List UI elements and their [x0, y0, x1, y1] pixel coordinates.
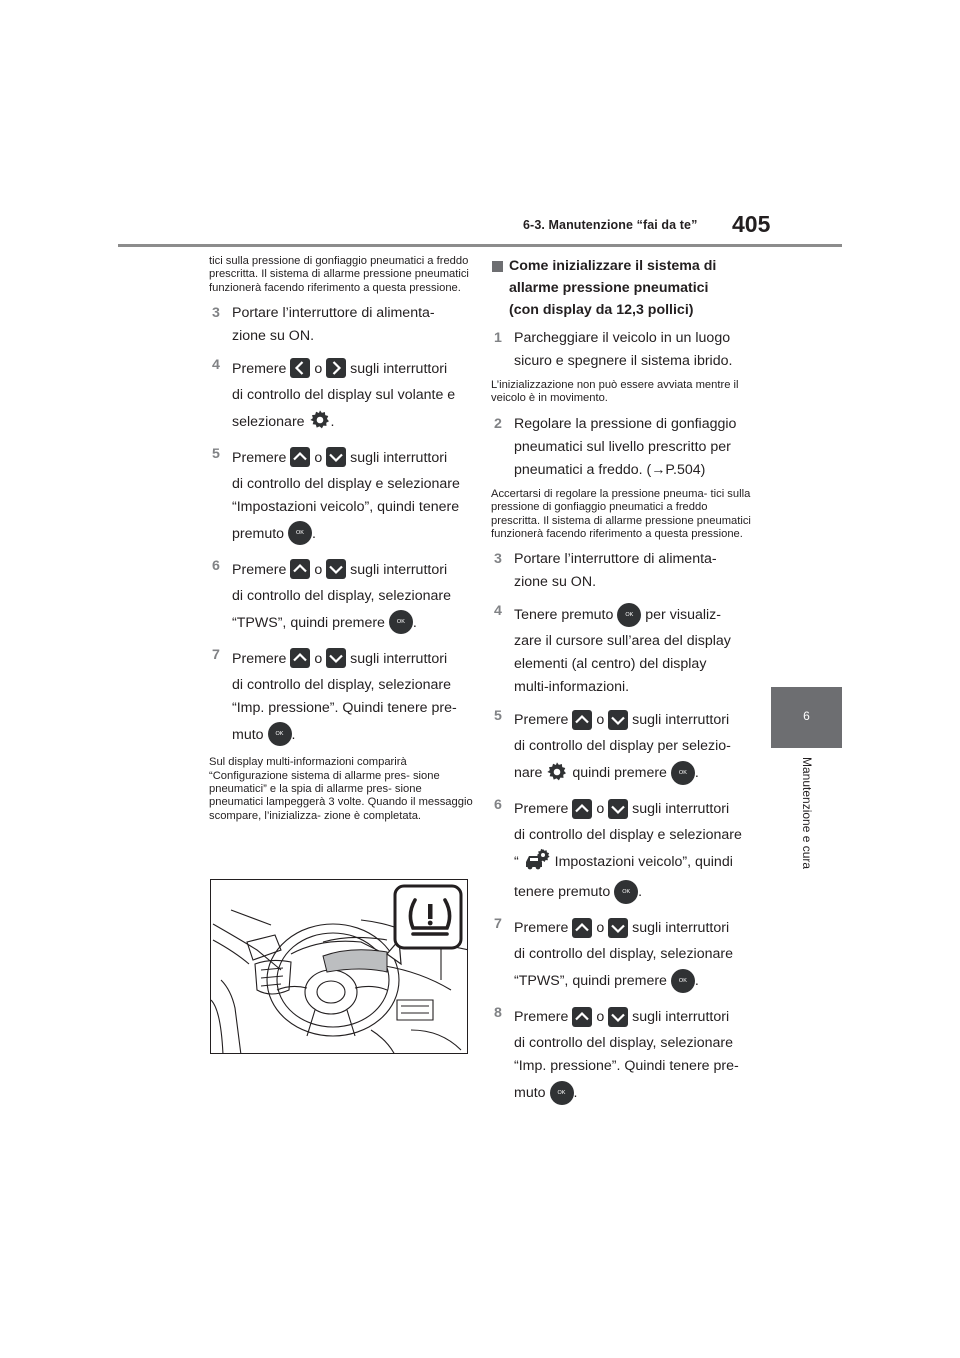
step-text: “Impostazioni veicolo”, quindi tenere: [232, 499, 460, 516]
step-text-part: sugli interruttori: [350, 361, 448, 378]
step-text: sicuro e spegnere il sistema ibrido.: [514, 353, 733, 369]
step-text-part: .: [694, 973, 699, 990]
step-text-part: o: [314, 450, 323, 467]
step-text-part: muto: [514, 1085, 546, 1102]
step-number: 2: [494, 415, 502, 432]
step-text-part: o: [596, 1009, 605, 1026]
step-text: [232, 443, 473, 473]
ok-button-icon: OK: [671, 969, 695, 993]
step-text: [514, 877, 755, 907]
section-title: 6-3. Manutenzione “fai da te”: [523, 218, 698, 232]
step-text: di controllo del display, selezionare: [514, 1035, 733, 1052]
step-number: 4: [212, 357, 220, 374]
page-number: 405: [732, 211, 771, 237]
step-text: Regolare la pressione di gonfiaggio: [514, 415, 737, 432]
chevron-down-icon: [608, 710, 628, 730]
step-text-part: Premere: [514, 1009, 569, 1026]
chevron-right-icon: [326, 358, 346, 378]
step-text: multi-informazioni.: [514, 679, 630, 696]
step-text-part: sugli interruttori: [350, 651, 448, 668]
step-text-part: .: [312, 526, 316, 543]
chevron-up-icon: [572, 1007, 592, 1027]
ok-button-icon: OK: [614, 880, 638, 904]
step-text: “Imp. pressione”. Quindi tenere pre-: [514, 1058, 739, 1075]
ok-button-icon: OK: [268, 722, 292, 746]
ok-button-icon: OK: [389, 610, 413, 634]
step-text-part: o: [314, 361, 323, 378]
step-1: [491, 327, 755, 373]
step-text: [232, 519, 473, 549]
step-3: [491, 548, 755, 594]
step-text-part: sugli interruttori: [350, 562, 448, 579]
step-text: [232, 720, 473, 750]
step-text: [232, 407, 473, 437]
step-text-part: sugli interruttori: [350, 450, 448, 467]
chevron-down-icon: [326, 447, 346, 467]
step-text-part: sugli interruttori: [632, 920, 730, 937]
step-text-part: Tenere premuto: [514, 607, 614, 624]
chevron-down-icon: [608, 799, 628, 819]
step-number: 5: [212, 446, 220, 463]
step-text: di controllo del display, selezionare: [514, 946, 733, 963]
step-text: Portare l’interruttore di alimenta-: [232, 305, 435, 322]
step-8: [491, 1002, 755, 1108]
completion-note: Sul display multi-informazioni comparirà “Configurazione sistema di allarme pres- sione pneumatici” e la spia di allarme pres- sione pneumatici lampeggerà 3 volte. Quando il messaggio scompare, l’inizializza- zione è completata.: [209, 756, 473, 822]
step-text-part: Premere: [232, 361, 287, 378]
step-text-part: o: [314, 651, 323, 668]
step-text-part: .: [573, 1085, 578, 1102]
step-text-part: o: [596, 801, 605, 818]
ok-button-icon: OK: [617, 603, 641, 627]
step-text-part: premuto: [232, 526, 285, 543]
step-text-part: .: [638, 884, 643, 901]
step-text-part: sugli interruttori: [632, 1009, 730, 1026]
step-number: 3: [494, 551, 502, 568]
step-text: zare il cursore sull’area del display: [514, 633, 731, 650]
step-number: 6: [494, 797, 502, 814]
chevron-up-icon: [290, 447, 310, 467]
step-6: [491, 794, 755, 907]
chevron-down-icon: [326, 648, 346, 668]
chevron-down-icon: [326, 559, 346, 579]
step-text: [514, 794, 755, 824]
step-text-part: tenere premuto: [514, 884, 611, 901]
step-text: [514, 1002, 755, 1032]
chevron-down-icon: [608, 1007, 628, 1027]
intro-paragraph: tici sulla pressione di gonfiaggio pneumatici a freddo prescritta. Il sistema di allarme pressione pneumatici funzionerà facendo riferimento a questa pressione.: [209, 255, 469, 294]
step-text: zione su ON.: [232, 328, 315, 345]
step-text: di controllo del display per selezio-: [514, 738, 731, 755]
step-text-part: muto: [232, 727, 264, 744]
step-text: pneumatici sul livello prescritto per: [514, 438, 731, 455]
step-text: “Imp. pressione”. Quindi tenere pre-: [232, 700, 457, 717]
step-text-part: quindi premere: [572, 765, 667, 782]
heading-line: Come inizializzare il sistema di: [509, 258, 717, 274]
step-text-part: per visualiz-: [645, 607, 721, 624]
step-text: [232, 644, 473, 674]
chevron-up-icon: [290, 648, 310, 668]
steering-wheel-illustration: [210, 879, 468, 1054]
chevron-left-icon: [290, 358, 310, 378]
step-text: [514, 913, 755, 943]
bullet-square: [492, 261, 503, 272]
step-number: 7: [494, 916, 502, 933]
step-number: 7: [212, 647, 220, 664]
step-7: [209, 644, 473, 750]
step-text: [232, 354, 473, 384]
chevron-up-icon: [290, 559, 310, 579]
step-3: [209, 302, 473, 348]
step-text-part: .: [694, 765, 699, 782]
chevron-up-icon: [572, 918, 592, 938]
gear-icon: [309, 409, 331, 431]
chevron-down-icon: [608, 918, 628, 938]
header-divider: [118, 244, 842, 247]
note-paragraph: Accertarsi di regolare la pressione pneuma- tici sulla pressione di gonfiaggio pneumatici a freddo prescritta. Il sistema di allarme pressione pneumatici funzionerà facendo riferimento a questa pressione.: [491, 487, 751, 541]
step-text-part: o: [314, 562, 323, 579]
note-paragraph: L’inizializzazione non può essere avviata mentre il veicolo è in movimento.: [491, 379, 739, 405]
step-4: [491, 600, 755, 699]
step-text-part: sugli interruttori: [632, 712, 730, 729]
tire-pressure-warning-icon: [405, 894, 455, 940]
step-text: Portare l’interruttore di alimenta-: [514, 551, 717, 568]
left-column: [209, 255, 473, 830]
chapter-tab: 6: [771, 687, 842, 748]
step-text-part: sugli interruttori: [632, 801, 730, 818]
step-text: [232, 555, 473, 585]
step-text-part: Premere: [232, 651, 287, 668]
step-5: [209, 443, 473, 549]
right-column: [491, 255, 755, 1114]
step-text: [514, 600, 755, 630]
step-text-part: .: [291, 727, 296, 744]
step-text: di controllo del display, selezionare: [232, 588, 451, 605]
step-text: [514, 847, 755, 877]
ok-button-icon: OK: [671, 761, 695, 785]
vehicle-settings-icon: [523, 847, 551, 873]
step-4: [209, 354, 473, 437]
step-text: di controllo del display, selezionare: [232, 677, 451, 694]
step-number: 5: [494, 708, 502, 725]
step-text-part: .: [330, 414, 335, 431]
step-6: [209, 555, 473, 638]
ok-button-icon: OK: [550, 1081, 574, 1105]
step-text-part: “TPWS”, quindi premere: [514, 973, 667, 990]
chapter-title: Manutenzione e cura: [800, 757, 814, 870]
step-5: [491, 705, 755, 788]
ok-button-icon: OK: [288, 521, 312, 545]
step-text-part: o: [596, 920, 605, 937]
step-text-part: .: [412, 615, 417, 632]
step-text: [514, 758, 755, 788]
step-text-part: nare: [514, 765, 543, 782]
chevron-up-icon: [572, 710, 592, 730]
step-text-part: Premere: [514, 712, 569, 729]
step-number: 3: [212, 305, 220, 322]
step-text: [232, 608, 473, 638]
step-text: [514, 1078, 755, 1108]
step-7: [491, 913, 755, 996]
step-text: di controllo del display e selezionare: [232, 476, 460, 493]
step-text-part: Premere: [232, 450, 287, 467]
step-number: 8: [494, 1005, 502, 1022]
step-text: di controllo del display sul volante e: [232, 387, 456, 404]
step-number: 6: [212, 558, 220, 575]
step-text: [514, 705, 755, 735]
gear-icon: [546, 761, 568, 783]
heading-line: allarme pressione pneumatici: [509, 280, 709, 296]
step-text-part: Premere: [514, 801, 569, 818]
step-text: [514, 966, 755, 996]
step-text: elementi (al centro) del display: [514, 656, 707, 673]
step-text-part: Impostazioni veicolo”, quindi: [554, 854, 733, 871]
heading-line: (con display da 12,3 pollici): [509, 302, 694, 318]
step-number: 4: [494, 603, 502, 620]
chevron-up-icon: [572, 799, 592, 819]
step-text-part: “: [514, 854, 519, 871]
step-text-part: “TPWS”, quindi premere: [232, 615, 385, 632]
step-2: [491, 413, 755, 482]
step-text: di controllo del display e selezionare: [514, 827, 742, 844]
step-text-part: Premere: [232, 562, 287, 579]
section-heading: [491, 255, 755, 321]
step-text: zione su ON.: [514, 574, 597, 591]
step-text-part: o: [596, 712, 605, 729]
step-text: Parcheggiare il veicolo in un luogo: [514, 330, 731, 346]
step-text: pneumatici a freddo. (→P.504): [514, 461, 706, 478]
step-number: 1: [494, 330, 502, 346]
step-text-part: selezionare: [232, 414, 305, 431]
step-text-part: Premere: [514, 920, 569, 937]
